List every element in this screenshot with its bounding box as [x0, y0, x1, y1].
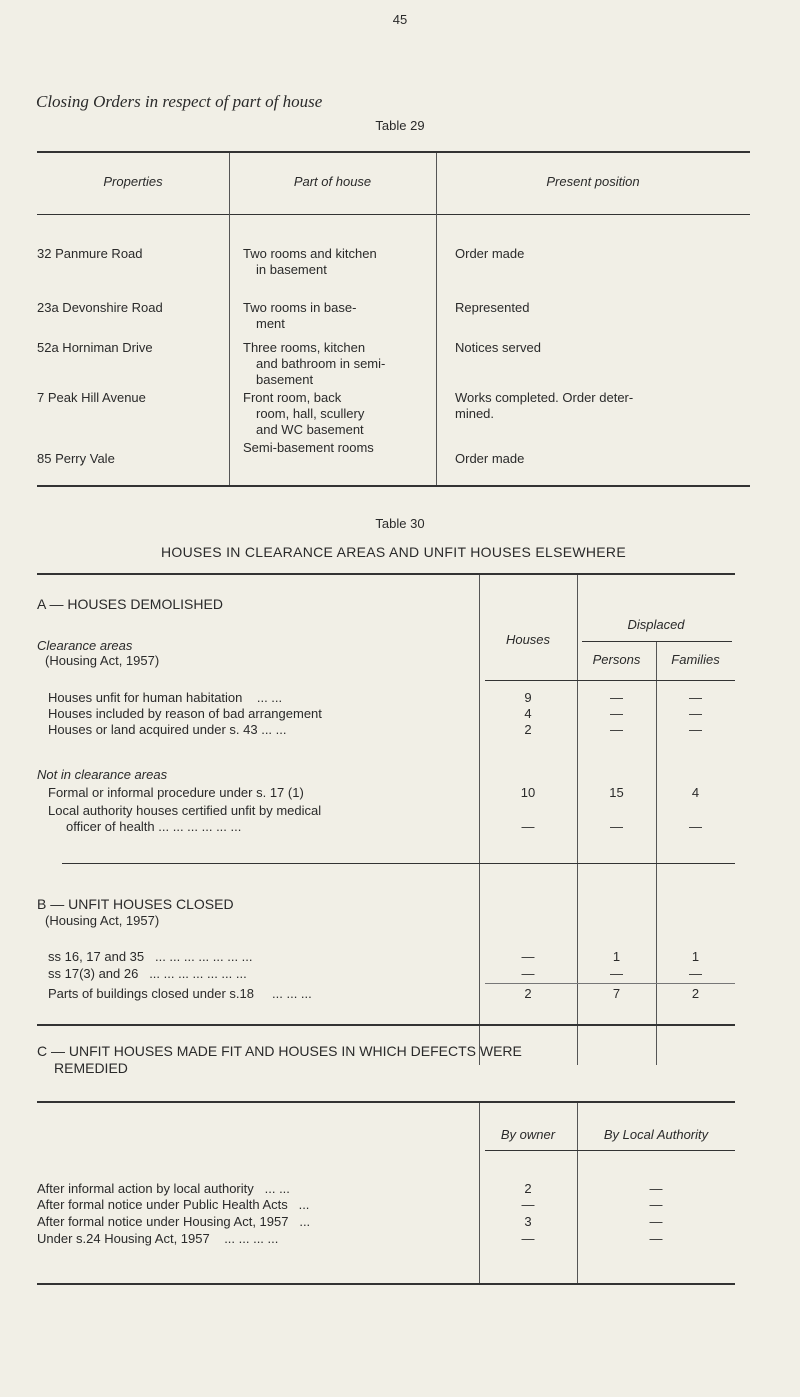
section-c-title-line1: C — UNFIT HOUSES MADE FIT AND HOUSES IN WHICH DEFECTS WERE	[37, 1043, 522, 1059]
col-header-persons: Persons	[592, 652, 641, 667]
houses-cell: —	[521, 819, 535, 834]
part-cell: ment	[256, 316, 285, 331]
col-header-part: Part of house	[293, 174, 372, 189]
section-c-bottom-rule	[37, 1283, 735, 1285]
la-cell: —	[649, 1231, 663, 1246]
col-header-houses: Houses	[505, 632, 551, 647]
part-cell: Two rooms in base-	[243, 300, 357, 315]
position-cell: Works completed. Order deter-	[455, 390, 634, 405]
la-cell: —	[649, 1181, 663, 1196]
page-number: 45	[392, 12, 408, 27]
col-header-position: Present position	[546, 174, 640, 189]
houses-cell: —	[521, 966, 535, 981]
col-header-displaced: Displaced	[627, 617, 685, 632]
persons-cell: 1	[612, 949, 621, 964]
section-b-title: B — UNFIT HOUSES CLOSED	[37, 896, 234, 912]
row-label: Parts of buildings closed under s.18 ... ... ...	[48, 986, 312, 1001]
families-cell: 4	[691, 785, 700, 800]
table-30-heading: HOUSES IN CLEARANCE AREAS AND UNFIT HOUSES ELSEWHERE	[160, 544, 626, 560]
property-cell: 52a Horniman Drive	[37, 340, 153, 355]
row-label: After informal action by local authority ... ...	[37, 1181, 290, 1196]
property-cell: 32 Panmure Road	[37, 246, 143, 261]
section-a-title: A — HOUSES DEMOLISHED	[37, 596, 223, 612]
part-cell: Two rooms and kitchen	[243, 246, 377, 261]
part-cell: Front room, back	[243, 390, 342, 405]
col-header-families: Families	[671, 652, 720, 667]
row-label: After formal notice under Housing Act, 1957 ...	[37, 1214, 311, 1229]
subheader-rule	[485, 680, 735, 681]
clearance-areas-label: Clearance areas	[37, 638, 133, 653]
part-cell: basement	[256, 372, 314, 387]
row-label: Houses or land acquired under s. 43 ... ...	[48, 722, 287, 737]
row-label: Houses unfit for human habitation ... ...	[48, 690, 283, 705]
property-cell: 23a Devonshire Road	[37, 300, 163, 315]
persons-cell: 15	[609, 785, 624, 800]
not-clearance-label: Not in clearance areas	[37, 767, 168, 782]
owner-cell: 2	[524, 1181, 532, 1196]
section-b-act: (Housing Act, 1957)	[45, 913, 160, 928]
section-c-title-line2: REMEDIED	[54, 1060, 128, 1076]
table-29-bottom-rule	[37, 485, 750, 487]
part-cell: Semi-basement rooms	[243, 440, 374, 455]
position-cell: Order made	[455, 451, 525, 466]
section-heading: Closing Orders in respect of part of house	[36, 92, 323, 111]
persons-cell: —	[610, 966, 623, 981]
persons-cell: 7	[612, 986, 621, 1001]
houses-cell: —	[521, 949, 535, 964]
families-cell: —	[689, 819, 702, 834]
owner-cell: 3	[524, 1214, 532, 1229]
persons-cell: —	[610, 819, 623, 834]
houses-cell: 2	[524, 722, 532, 737]
families-cell: —	[689, 690, 702, 705]
clearance-act-label: (Housing Act, 1957)	[45, 653, 160, 668]
row-label: ss 16, 17 and 35 ... ... ... ... ... ... ...	[48, 949, 253, 964]
houses-cell: 2	[524, 986, 532, 1001]
displaced-rule	[582, 641, 732, 642]
position-cell: Represented	[455, 300, 530, 315]
table-29-title: Table 29	[375, 118, 425, 133]
table-29-col-divider	[436, 153, 437, 485]
subtotal-rule	[485, 983, 735, 984]
houses-cell: 4	[524, 706, 532, 721]
row-label: Local authority houses certified unfit by medical	[48, 803, 322, 818]
table-30-top-rule	[37, 573, 735, 575]
owner-cell: —	[521, 1197, 535, 1212]
section-c-top-rule	[37, 1101, 735, 1103]
property-cell: 85 Perry Vale	[37, 451, 115, 466]
la-cell: —	[649, 1197, 663, 1212]
part-cell: and bathroom in semi-	[256, 356, 386, 371]
section-a-end-rule	[62, 863, 735, 864]
persons-cell: —	[610, 706, 623, 721]
col-header-by-local-authority: By Local Authority	[603, 1127, 709, 1142]
owner-cell: —	[521, 1231, 535, 1246]
col-header-properties: Properties	[103, 174, 163, 189]
table-30-title: Table 30	[375, 516, 425, 531]
row-label: Formal or informal procedure under s. 17 (1)	[48, 785, 304, 800]
la-cell: —	[649, 1214, 663, 1229]
row-label: officer of health ... ... ... ... ... ...	[66, 819, 242, 834]
col-header-by-owner: By owner	[500, 1127, 556, 1142]
persons-cell: —	[610, 690, 623, 705]
families-cell: 1	[691, 949, 700, 964]
row-label: Houses included by reason of bad arrangement	[48, 706, 322, 721]
families-cell: —	[689, 966, 702, 981]
part-cell: Three rooms, kitchen	[243, 340, 366, 355]
persons-cell: —	[610, 722, 623, 737]
position-cell: Notices served	[455, 340, 541, 355]
families-cell: —	[689, 706, 702, 721]
part-cell: and WC basement	[256, 422, 364, 437]
position-cell: mined.	[455, 406, 495, 421]
table-29-header-rule	[37, 214, 750, 215]
part-cell: room, hall, scullery	[256, 406, 365, 421]
property-cell: 7 Peak Hill Avenue	[37, 390, 146, 405]
row-label: After formal notice under Public Health Acts ...	[37, 1197, 310, 1212]
houses-cell: 9	[524, 690, 532, 705]
table-29-top-rule	[37, 151, 750, 153]
section-c-header-rule	[485, 1150, 735, 1151]
families-cell: 2	[691, 986, 700, 1001]
row-label: ss 17(3) and 26 ... ... ... ... ... ... ...	[48, 966, 247, 981]
houses-cell: 10	[520, 785, 536, 800]
families-cell: —	[689, 722, 702, 737]
table-30-bottom-rule	[37, 1024, 735, 1026]
position-cell: Order made	[455, 246, 525, 261]
table-29-col-divider	[229, 153, 230, 485]
part-cell: in basement	[256, 262, 327, 277]
row-label: Under s.24 Housing Act, 1957 ... ... ... ...	[37, 1231, 279, 1246]
